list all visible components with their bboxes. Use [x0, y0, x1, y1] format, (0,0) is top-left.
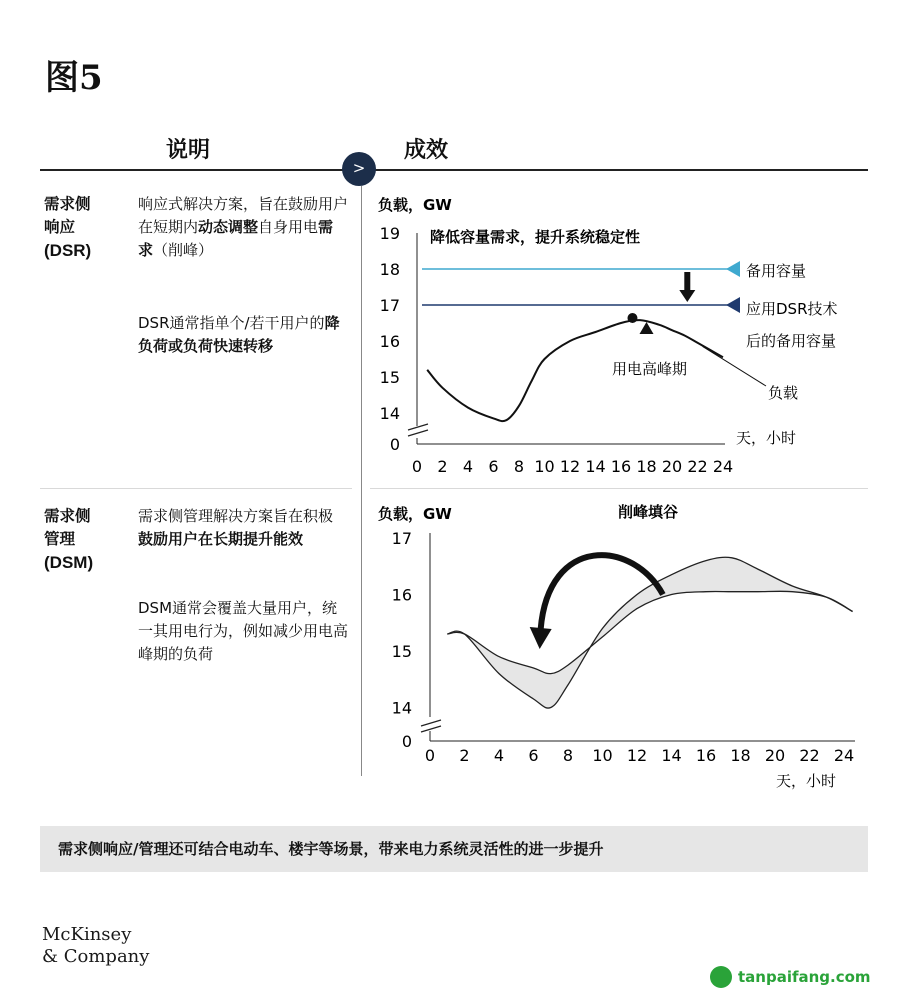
- chart1-ytick: 0: [389, 435, 400, 454]
- chart1-reference-marker-icon: [726, 297, 740, 313]
- chart1-xtick: 14: [585, 457, 606, 476]
- chart2-xtick: 18: [730, 746, 751, 765]
- chart1-xtick: 10: [534, 457, 555, 476]
- chart1-ytick: 19: [379, 224, 400, 243]
- watermark-icon: [710, 966, 732, 988]
- figure-label: 图5: [45, 58, 103, 98]
- chart2-ytick: 17: [391, 529, 412, 548]
- chart2-ytick: 14: [391, 698, 412, 718]
- chart1-dsr-reserve-label2: 后的备用容量: [746, 332, 837, 350]
- dsr-description-2: DSR通常指单个/若干用户的降负荷或负荷快速转移: [138, 314, 340, 355]
- chart1-xlabel: 天，小时: [736, 429, 797, 447]
- dsr-title: 需求侧 响应 (DSR): [44, 195, 92, 260]
- chart1-xtick: 8: [513, 457, 525, 476]
- chart1-ytick: 17: [379, 296, 400, 315]
- chart2-xtick: 6: [528, 746, 539, 765]
- column-divider: [361, 186, 362, 776]
- chart1-xtick: 20: [661, 457, 683, 476]
- watermark-text[interactable]: tanpaifang.com: [738, 968, 871, 986]
- dsm-description-2: DSM通常会覆盖大量用户，统一其用电行为，例如减少用电高峰期的负荷: [138, 599, 349, 663]
- chart1-peak-dot: [627, 313, 637, 323]
- chart1-ytick: 16: [379, 332, 400, 351]
- chart2-xtick: 24: [833, 746, 855, 765]
- chart2-xtick: 2: [459, 746, 470, 765]
- chart1-down-arrow: [679, 272, 695, 302]
- dsm-description-1: 需求侧管理解决方案旨在积极鼓励用户在长期提升能效: [138, 507, 334, 548]
- chart1-reference-marker-icon: [726, 261, 740, 277]
- chart2-xtick: 16: [695, 746, 717, 765]
- section-divider-left: [40, 488, 352, 489]
- chart1-ytick: 15: [379, 368, 400, 387]
- chart1-reserve-label: 备用容量: [746, 262, 807, 280]
- chart2-ytick: 15: [391, 642, 412, 661]
- chart1-load-leader: [703, 346, 766, 386]
- chart1-load-label: 负载: [768, 384, 799, 402]
- dsr-chart: [370, 186, 870, 486]
- chart1-xtick: 18: [636, 457, 657, 476]
- chart2-title: 削峰填谷: [618, 503, 679, 521]
- dsm-title: 需求侧 管理 (DSM): [44, 507, 94, 572]
- chart2-ytick: 16: [391, 585, 412, 605]
- chart1-xtick: 6: [488, 457, 499, 476]
- dsm-chart: [370, 495, 870, 800]
- mckinsey-logo: McKinsey & Company: [42, 924, 150, 967]
- chart2-xtick: 10: [592, 746, 613, 765]
- chart1-dsr-reserve-label1: 应用DSR技术: [746, 300, 838, 318]
- arrow-circle-icon: >: [342, 152, 376, 186]
- header-results: 成效: [404, 138, 449, 163]
- chart1-xtick: 0: [411, 457, 423, 476]
- dsr-description-1: 响应式解决方案，旨在鼓励用户在短期内动态调整自身用电需求（削峰）: [138, 195, 349, 259]
- chart1-xtick: 4: [462, 457, 474, 476]
- chart1-ylabel: 负载，GW: [378, 196, 452, 214]
- chart2-xtick: 8: [562, 746, 574, 765]
- section-divider-right: [370, 488, 868, 489]
- chart2-xlabel: 天，小时: [776, 772, 837, 790]
- chart1-xtick: 16: [610, 457, 632, 476]
- chart1-xtick: 2: [437, 457, 448, 476]
- chart1-ytick: 14: [379, 404, 400, 423]
- chart2-xtick: 22: [799, 746, 820, 765]
- header-description: 说明: [166, 138, 211, 163]
- chart1-xtick: 12: [559, 457, 581, 476]
- header-divider: [40, 169, 868, 171]
- chart2-xtick: 12: [626, 746, 648, 765]
- chart2-ytick: 0: [401, 732, 412, 751]
- chart2-ylabel: 负载，GW: [378, 505, 452, 523]
- chart2-arrowhead: [530, 627, 552, 649]
- chart1-xtick: 24: [712, 457, 734, 476]
- chart1-title: 降低容量需求，提升系统稳定性: [430, 228, 641, 246]
- chart2-xtick: 20: [764, 746, 786, 765]
- chart2-xtick: 0: [424, 746, 436, 765]
- chart1-xtick: 22: [687, 457, 708, 476]
- chart1-peak-triangle: [640, 322, 654, 334]
- chart2-xtick: 4: [493, 746, 505, 765]
- chart1-peak-label: 用电高峰期: [612, 360, 688, 378]
- chart2-xtick: 14: [661, 746, 682, 765]
- chart1-ytick: 18: [379, 260, 400, 279]
- footer-note: 需求侧响应/管理还可结合电动车、楼宇等场景，带来电力系统灵活性的进一步提升: [40, 826, 868, 872]
